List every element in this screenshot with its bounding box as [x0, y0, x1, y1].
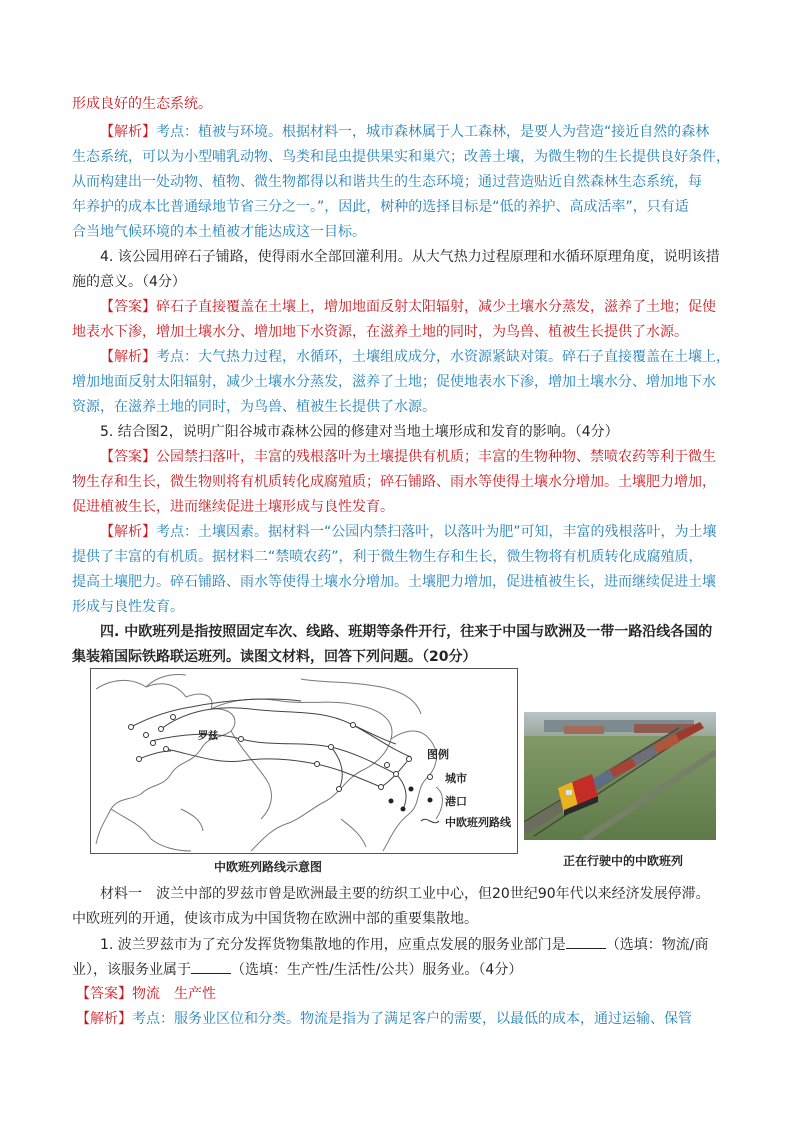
- answer-4-line: 地表水下渗，增加土壤水分、增加地下水资源，在滋养土地的同时，为鸟兽、植被生长提供了水源。: [72, 324, 688, 340]
- map-label-lodz: 罗兹: [198, 731, 218, 742]
- route-map: [90, 668, 518, 854]
- city-marker: [144, 733, 149, 738]
- city-marker: [129, 725, 134, 730]
- city-marker: [329, 745, 334, 750]
- analysis-5-line: 提高土壤肥力。碎石铺路、雨水等使得土壤水分增加。土壤肥力增加，促进植被生长，进而继续促进土壤: [72, 574, 716, 590]
- legend-route-symbol: [421, 819, 439, 822]
- legend-port-symbol: [428, 798, 433, 803]
- section-iv-intro-line: 集装箱国际铁路联运班列。读图文材料，回答下列问题。（20分）: [72, 649, 477, 665]
- analysis-4-line: 增加地面反射太阳辐射，减少土壤水分蒸发，滋养了土地；促使地表水下渗，增加土壤水分、增加地下水: [72, 374, 716, 390]
- answer-tag: 【答案】: [100, 449, 156, 465]
- question-1: 1. 波兰罗兹市为了充分发挥货物集散地的作用，应重点发展的服务业部门是 （选填：物流/商: [100, 934, 732, 955]
- city-marker: [351, 723, 356, 728]
- port-marker: [409, 787, 414, 792]
- analysis-tag: 【解析】: [100, 349, 156, 365]
- answer-blank: [566, 934, 606, 949]
- port-marker: [401, 807, 406, 812]
- material-1-line: 中欧班列的开通，使该市成为中国货物在欧洲中部的重要集散地。: [72, 911, 478, 927]
- city-marker: [385, 763, 390, 768]
- analysis-5: 【解析】考点：土壤因素。据材料一“公园内禁扫落叶，以落叶为肥”可知，丰富的残根落叶，为土壤: [100, 524, 717, 540]
- answer-tag: 【答案】: [100, 299, 156, 315]
- city-marker: [171, 715, 176, 720]
- city-marker: [137, 757, 142, 762]
- city-marker: [164, 747, 169, 752]
- city-marker: [239, 737, 244, 742]
- city-markers: [129, 715, 412, 792]
- question-4-line: 施的意义。（4分）: [72, 274, 186, 290]
- analysis-4: 【解析】考点：大气热力过程，水循环，土壤组成成分，水资源紧缺对策。碎石子直接覆盖在土壤上，: [100, 349, 730, 365]
- question-5: 5. 结合图2，说明广阳谷城市森林公园的修建对当地土壤形成和发育的影响。（4分）: [100, 424, 619, 440]
- analysis-4-line: 资源，在滋养土地的同时，为鸟兽、植被生长提供了水源。: [72, 399, 436, 415]
- answer-5-line: 促进植被生长，进而继续促进土壤形成与良性发育。: [72, 499, 394, 515]
- legend-port-label: 港口: [445, 795, 467, 808]
- train-photo-svg: [524, 712, 716, 840]
- answer-blank: [191, 959, 231, 974]
- city-marker: [379, 785, 384, 790]
- map-caption: 中欧班列路线示意图: [214, 860, 323, 874]
- material-1: 材料一 波兰中部的罗兹市曾是欧洲最主要的纺织工业中心，但20世纪90年代以来经济发展停滞。: [100, 886, 710, 902]
- analysis-3-line: 生态系统，可以为小型哺乳动物、鸟类和昆虫提供果实和巢穴；改善土壤，为微生物的生长提供良好条件，: [72, 149, 730, 165]
- analysis-5-line: 提供了丰富的有机质。据材料二“禁喷农药”，利于微生物生存和生长，微生物将有机质转化成腐殖质，: [72, 549, 703, 565]
- analysis-3-line: 年养护的成本比普通绿地节省三分之一。”，因此，树种的选择目标是“低的养护、高成活率”，只有适: [72, 199, 689, 215]
- city-marker: [151, 741, 156, 746]
- answer-tag: 【答案】: [76, 986, 132, 1002]
- city-marker: [394, 772, 399, 777]
- legend-route-label: 中欧班列路线: [445, 816, 511, 829]
- coastlines: [96, 675, 442, 852]
- question-1-line: 业），该服务业属于 （选填：生产性/生活性/公共）服务业。（4分）: [72, 959, 732, 980]
- answer-continuation: 形成良好的生态系统。: [72, 96, 212, 112]
- photo-caption: 正在行驶中的中欧班列: [563, 854, 684, 868]
- analysis-1: 【解析】考点：服务业区位和分类。物流是指为了满足客户的需要，以最低的成本，通过运输、保管: [76, 1011, 692, 1027]
- analysis-tag: 【解析】: [100, 124, 156, 140]
- analysis-5-line: 形成与良性发育。: [72, 599, 184, 615]
- analysis-tag: 【解析】: [100, 524, 156, 540]
- analysis-3-line: 合当地气候环境的本土植被才能达成这一目标。: [72, 224, 366, 240]
- port-marker: [389, 799, 394, 804]
- port-markers: [389, 787, 414, 812]
- answer-1: 【答案】物流 生产性: [76, 986, 216, 1002]
- answer-4: 【答案】碎石子直接覆盖在土壤上，增加地面反射太阳辐射，减少土壤水分蒸发，滋养了土地；促使: [100, 299, 716, 315]
- analysis-tag: 【解析】: [76, 1011, 132, 1027]
- legend-city-label: 城市: [445, 772, 467, 785]
- city-marker: [337, 787, 342, 792]
- train-photo: [524, 712, 716, 840]
- legend-title: 图例: [427, 748, 449, 761]
- answer-5-line: 物生存和生长，微生物则将有机质转化成腐殖质；碎石铺路、雨水等使得土壤水分增加。土壤肥力增加，: [72, 474, 716, 490]
- city-marker: [315, 762, 320, 767]
- analysis-3: 【解析】考点：植被与环境。根据材料一，城市森林属于人工森林，是要人为营造“接近自然的森林: [100, 124, 710, 140]
- section-iv-intro: 四. 中欧班列是指按照固定车次、线路、班期等条件开行，往来于中国与欧洲及一带一路沿线各国的: [100, 624, 713, 640]
- city-marker: [407, 757, 412, 762]
- legend-city-symbol: [428, 775, 433, 780]
- city-marker: [159, 727, 164, 732]
- answer-5: 【答案】公园禁扫落叶，丰富的残根落叶为土壤提供有机质；丰富的生物种物、禁喷农药等利于微生: [100, 449, 716, 465]
- question-4: 4. 该公园用碎石子铺路，使得雨水全部回灌利用。从大气热力过程原理和水循环原理角度，说明该措: [100, 249, 720, 265]
- analysis-3-line: 从而构建出一处动物、植物、微生物都得以和谐共生的生态环境；通过营造贴近自然森林生态系统，每: [72, 174, 702, 190]
